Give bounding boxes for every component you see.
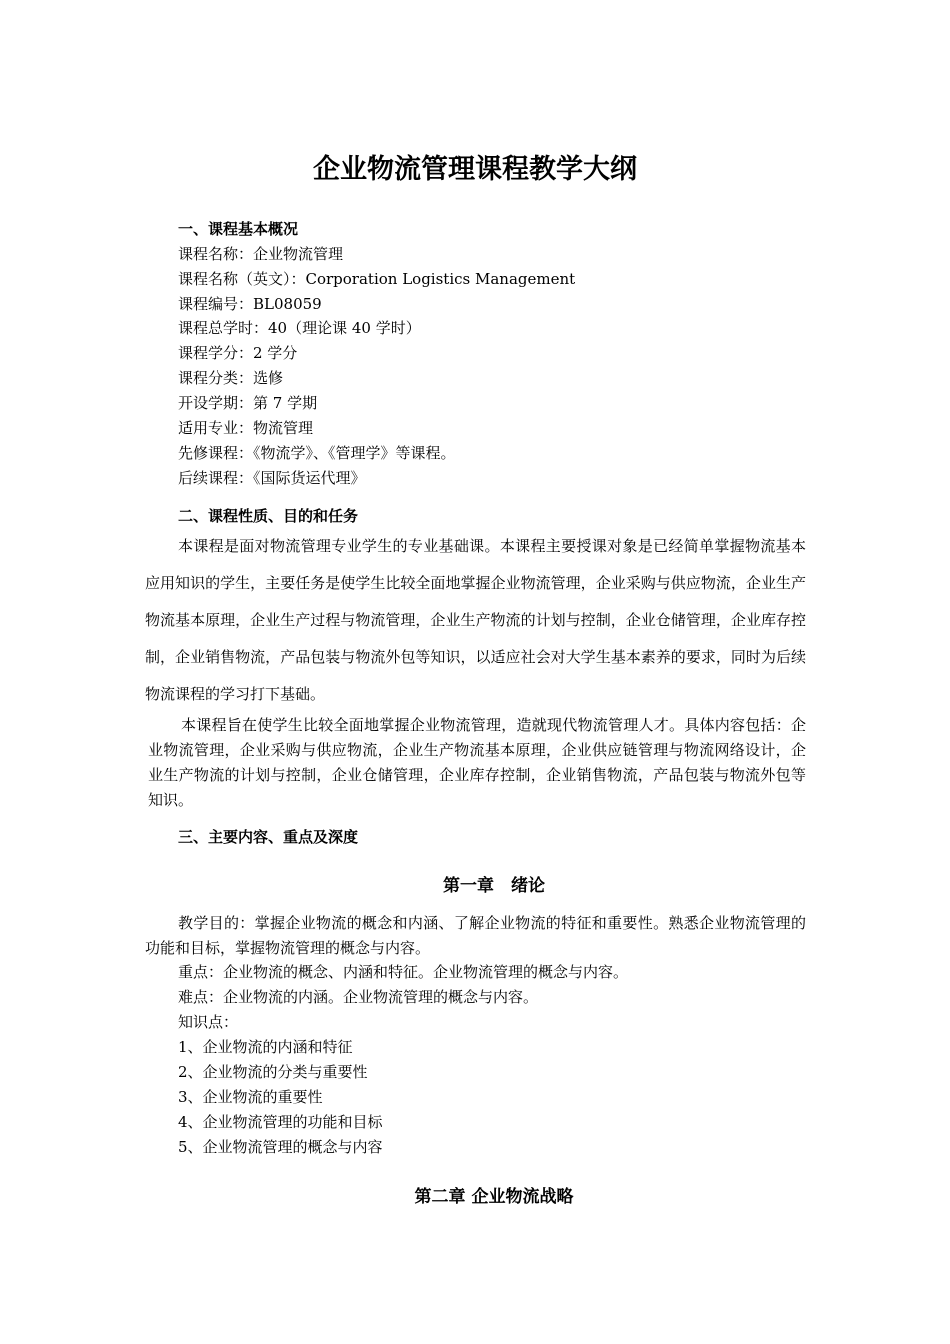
course-code-line: 课程编号：BL08059 bbox=[178, 295, 322, 313]
course-credits-line: 课程学分：2 学分 bbox=[178, 344, 298, 362]
chapter1-objective: 教学目的：掌握企业物流的概念和内涵、了解企业物流的特征和重要性。熟悉企业物流管理的功能和目标，掌握物流管理的概念与内容。 bbox=[145, 914, 806, 957]
course-semester-line: 开设学期：第 7 学期 bbox=[178, 394, 318, 412]
knowledge-point-item: 1、企业物流的内涵和特征 bbox=[178, 1038, 353, 1056]
section1-heading: 一、课程基本概况 bbox=[178, 220, 299, 238]
knowledge-point-item: 4、企业物流管理的功能和目标 bbox=[178, 1113, 383, 1131]
course-hours-line: 课程总学时：40（理论课 40 学时） bbox=[178, 319, 421, 337]
document-title: 企业物流管理课程教学大纲 bbox=[313, 154, 637, 185]
course-goal-paragraph: 本课程旨在使学生比较全面地掌握企业物流管理，造就现代物流管理人才。具体内容包括：企业物流管理，企业采购与供应物流，企业生产物流基本原理，企业供应链管理与物流网络设计，企业生产物流的计划与控制，企业仓储管理，企业库存控制，企业销售物流，产品包装与物流外包等知识。 bbox=[148, 716, 806, 809]
section3-heading: 三、主要内容、重点及深度 bbox=[178, 828, 359, 846]
chapter2-title: 第二章 企业物流战略 bbox=[414, 1187, 574, 1207]
course-english-name-line: 课程名称（英文）：Corporation Logistics Management bbox=[178, 270, 576, 288]
chapter1-knowledge-label: 知识点： bbox=[178, 1013, 239, 1031]
prerequisite-line: 先修课程：《物流学》、《管理学》等课程。 bbox=[178, 444, 456, 462]
course-major-line: 适用专业：物流管理 bbox=[178, 419, 314, 437]
chapter1-key-points: 重点：企业物流的概念、内涵和特征。企业物流管理的概念与内容。 bbox=[178, 963, 629, 981]
knowledge-point-item: 5、企业物流管理的概念与内容 bbox=[178, 1138, 383, 1156]
section2-heading: 二、课程性质、目的和任务 bbox=[178, 507, 359, 525]
chapter1-title: 第一章 绪论 bbox=[443, 876, 545, 896]
knowledge-point-item: 2、企业物流的分类与重要性 bbox=[178, 1063, 368, 1081]
course-category-line: 课程分类：选修 bbox=[178, 369, 284, 387]
course-name-line: 课程名称：企业物流管理 bbox=[178, 245, 344, 263]
course-nature-paragraph: 本课程是面对物流管理专业学生的专业基础课。本课程主要授课对象是已经简单掌握物流基本应用知识的学生，主要任务是使学生比较全面地掌握企业物流管理，企业采购与供应物流，企业生产物流基本原理，企业生产过程与物流管理，企业生产物流的计划与控制，企业仓储管理，企业库存控制，企业销售物流，产品包装与物流外包等知识，以适应社会对大学生基本素养的要求，同时为后续物流课程的学习打下基础。 bbox=[145, 537, 806, 703]
chapter1-difficulties: 难点：企业物流的内涵。企业物流管理的概念与内容。 bbox=[178, 988, 539, 1006]
follow-up-course-line: 后续课程：《国际货运代理》 bbox=[178, 469, 366, 487]
knowledge-point-item: 3、企业物流的重要性 bbox=[178, 1088, 323, 1106]
